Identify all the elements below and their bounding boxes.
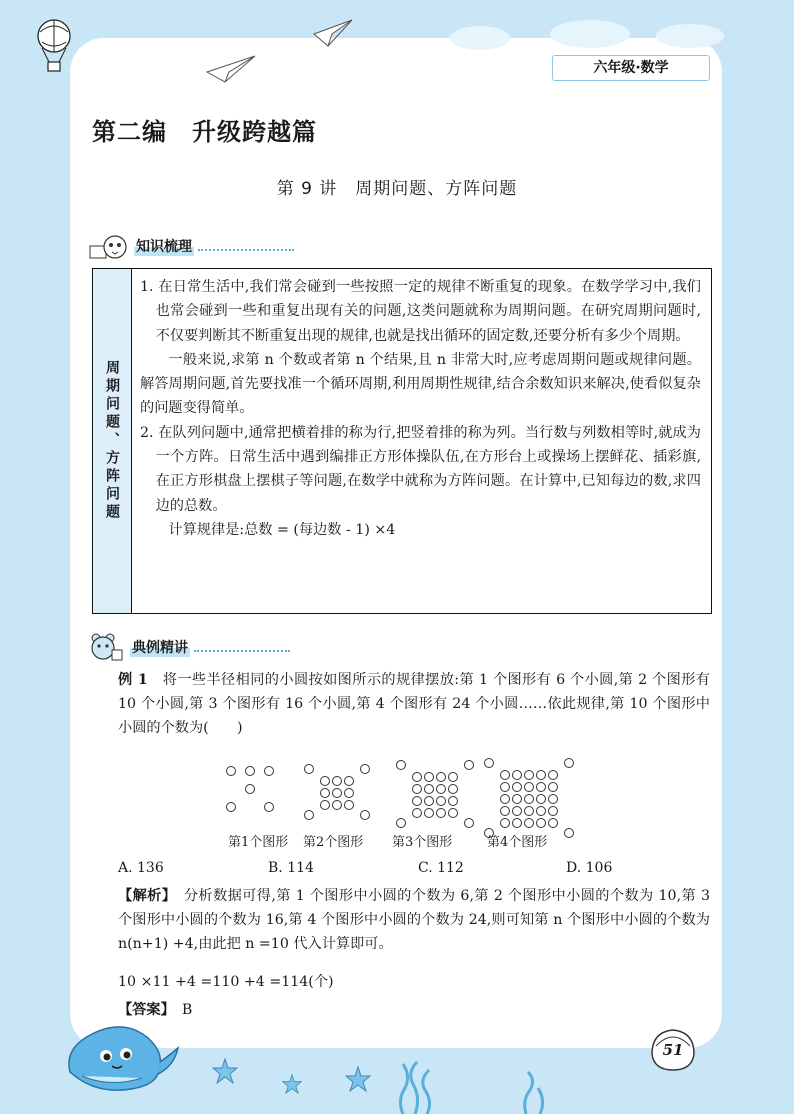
- small-circle: [500, 794, 510, 804]
- small-circle: [332, 788, 342, 798]
- knowledge-paragraph: 一般来说,求第 n 个数或者第 n 个结果,且 n 非常大时,应考虑周期问题或规律问题。解答周期问题,首先要找准一个循环周期,利用周期性规律,结合余数知识来解决,使看似复杂的问题变得简单。: [140, 351, 701, 417]
- bear-mascot-icon: [88, 632, 124, 662]
- small-circle: [396, 818, 406, 828]
- knowledge-side-label: 周期问题、方阵问题: [93, 269, 132, 613]
- example-label: 例 1: [118, 672, 148, 688]
- small-circle: [304, 810, 314, 820]
- small-circle: [412, 772, 422, 782]
- small-circle: [524, 806, 534, 816]
- paper-plane-icon: [312, 18, 354, 48]
- small-circle: [536, 818, 546, 828]
- part-title: 第二编 升级跨越篇: [92, 118, 317, 146]
- small-circle: [512, 794, 522, 804]
- small-circle: [448, 796, 458, 806]
- small-circle: [548, 794, 558, 804]
- small-circle: [536, 770, 546, 780]
- knowledge-paragraph: 2. 在队列问题中,通常把横着排的称为行,把竖着排的称为列。当行数与列数相等时,就成为一个方阵。日常生活中遇到编排正方形体操队伍,在方形台上或操场上摆鲜花、插彩旗,在正方形棋盘上摆棋子等问题,在数学中就称为方阵问题。在计算中,已知每边的数,求四边的总数。: [140, 424, 701, 514]
- section-heading-examples: [88, 632, 290, 662]
- small-circle: [424, 808, 434, 818]
- seaweed-icon: [520, 1070, 550, 1114]
- small-circle: [536, 782, 546, 792]
- small-circle: [304, 764, 314, 774]
- small-circle: [264, 766, 274, 776]
- lesson-title: 第 9 讲 周期问题、方阵问题: [276, 179, 518, 199]
- small-circle: [448, 784, 458, 794]
- small-circle: [512, 782, 522, 792]
- knowledge-formula: 计算规律是:总数 = (每边数 - 1) ×4: [168, 521, 396, 538]
- small-circle: [344, 776, 354, 786]
- section-title: 典例精讲: [130, 637, 190, 657]
- analysis-calculation: 10 ×11 +4 =110 +4 =114(个): [118, 974, 334, 990]
- small-circle: [344, 800, 354, 810]
- option-c: C. 112: [418, 860, 464, 876]
- small-circle: [536, 806, 546, 816]
- section-title: 知识梳理: [134, 236, 194, 256]
- small-circle: [524, 794, 534, 804]
- small-circle: [360, 810, 370, 820]
- small-circle: [524, 818, 534, 828]
- small-circle: [436, 808, 446, 818]
- small-circle: [500, 806, 510, 816]
- small-circle: [536, 794, 546, 804]
- owl-mascot-icon: [88, 232, 128, 260]
- small-circle: [548, 782, 558, 792]
- whale-icon: [62, 1018, 182, 1094]
- starfish-icon: [212, 1058, 238, 1084]
- seaweed-icon: [395, 1060, 441, 1114]
- small-circle: [500, 818, 510, 828]
- small-circle: [512, 806, 522, 816]
- answer-label: 【答案】: [118, 1002, 168, 1018]
- small-circle: [245, 784, 255, 794]
- example-question-text: 将一些半径相同的小圆按如图所示的规律摆放:第 1 个图形有 6 个小圆,第 2 个图形有 10 个小圆,第 3 个图形有 16 个小圆,第 4 个图形有 24 个小圆……依此规律,第 10 个图形中小圆的个数为( ): [118, 672, 710, 736]
- section-heading-knowledge: [88, 232, 294, 260]
- small-circle: [412, 808, 422, 818]
- small-circle: [564, 758, 574, 768]
- small-circle: [548, 770, 558, 780]
- small-circle: [320, 800, 330, 810]
- dotted-line: [194, 642, 290, 652]
- analysis-text: 分析数据可得,第 1 个图形中小圆的个数为 6,第 2 个图形中小圆的个数为 10,第 3 个图形中小圆的个数为 16,第 4 个图形中小圆的个数为 24,则可知第 n 个图形中小圆的个数为 n(n+1) +4,由此把 n =10 代入计算即可。: [118, 888, 710, 952]
- analysis-label: 【解析】: [118, 888, 170, 904]
- small-circle: [512, 818, 522, 828]
- small-circle: [226, 802, 236, 812]
- small-circle: [424, 784, 434, 794]
- small-circle: [500, 782, 510, 792]
- dotted-line: [198, 241, 294, 251]
- analysis: [118, 884, 710, 956]
- small-circle: [464, 760, 474, 770]
- small-circle: [332, 800, 342, 810]
- knowledge-box: [92, 268, 712, 614]
- small-circle: [320, 776, 330, 786]
- figure-label: 第3个图形: [392, 835, 453, 850]
- small-circle: [412, 796, 422, 806]
- small-circle: [412, 784, 422, 794]
- figure-label: 第4个图形: [487, 835, 548, 850]
- small-circle: [245, 766, 255, 776]
- small-circle: [360, 764, 370, 774]
- small-circle: [448, 808, 458, 818]
- small-circle: [436, 772, 446, 782]
- small-circle: [436, 784, 446, 794]
- small-circle: [564, 828, 574, 838]
- figure-label: 第2个图形: [303, 835, 364, 850]
- example-question: [118, 668, 710, 740]
- small-circle: [548, 818, 558, 828]
- small-circle: [524, 770, 534, 780]
- paper-plane-icon: [205, 52, 257, 84]
- small-circle: [320, 788, 330, 798]
- small-circle: [484, 758, 494, 768]
- starfish-icon: [282, 1074, 302, 1094]
- answer-value: B: [181, 1002, 193, 1018]
- knowledge-body: [132, 269, 711, 613]
- small-circle: [396, 760, 406, 770]
- small-circle: [524, 782, 534, 792]
- small-circle: [448, 772, 458, 782]
- small-circle: [500, 770, 510, 780]
- option-b: B. 114: [268, 860, 314, 876]
- small-circle: [424, 796, 434, 806]
- option-d: D. 106: [566, 860, 613, 876]
- small-circle: [332, 776, 342, 786]
- page-number: 51: [662, 1041, 684, 1059]
- small-circle: [226, 766, 236, 776]
- hot-air-balloon-icon: [32, 16, 76, 76]
- small-circle: [264, 802, 274, 812]
- small-circle: [436, 796, 446, 806]
- starfish-icon: [345, 1066, 371, 1092]
- grade-subject-tag: 六年级·数学: [552, 55, 710, 81]
- small-circle: [548, 806, 558, 816]
- cloud-icon: [440, 12, 740, 52]
- knowledge-paragraph: 1. 在日常生活中,我们常会碰到一些按照一定的规律不断重复的现象。在数学学习中,我们也常会碰到一些和重复出现有关的问题,这类问题就称为周期问题。在研究周期问题时,不仅要判断其不断重复出现的规律,也就是找出循环的固定数,还要分析有多少个周期。: [140, 279, 701, 344]
- small-circle: [424, 772, 434, 782]
- small-circle: [344, 788, 354, 798]
- small-circle: [512, 770, 522, 780]
- answer: [118, 998, 192, 1022]
- option-a: A. 136: [118, 860, 164, 876]
- figure-label: 第1个图形: [228, 835, 289, 850]
- small-circle: [464, 818, 474, 828]
